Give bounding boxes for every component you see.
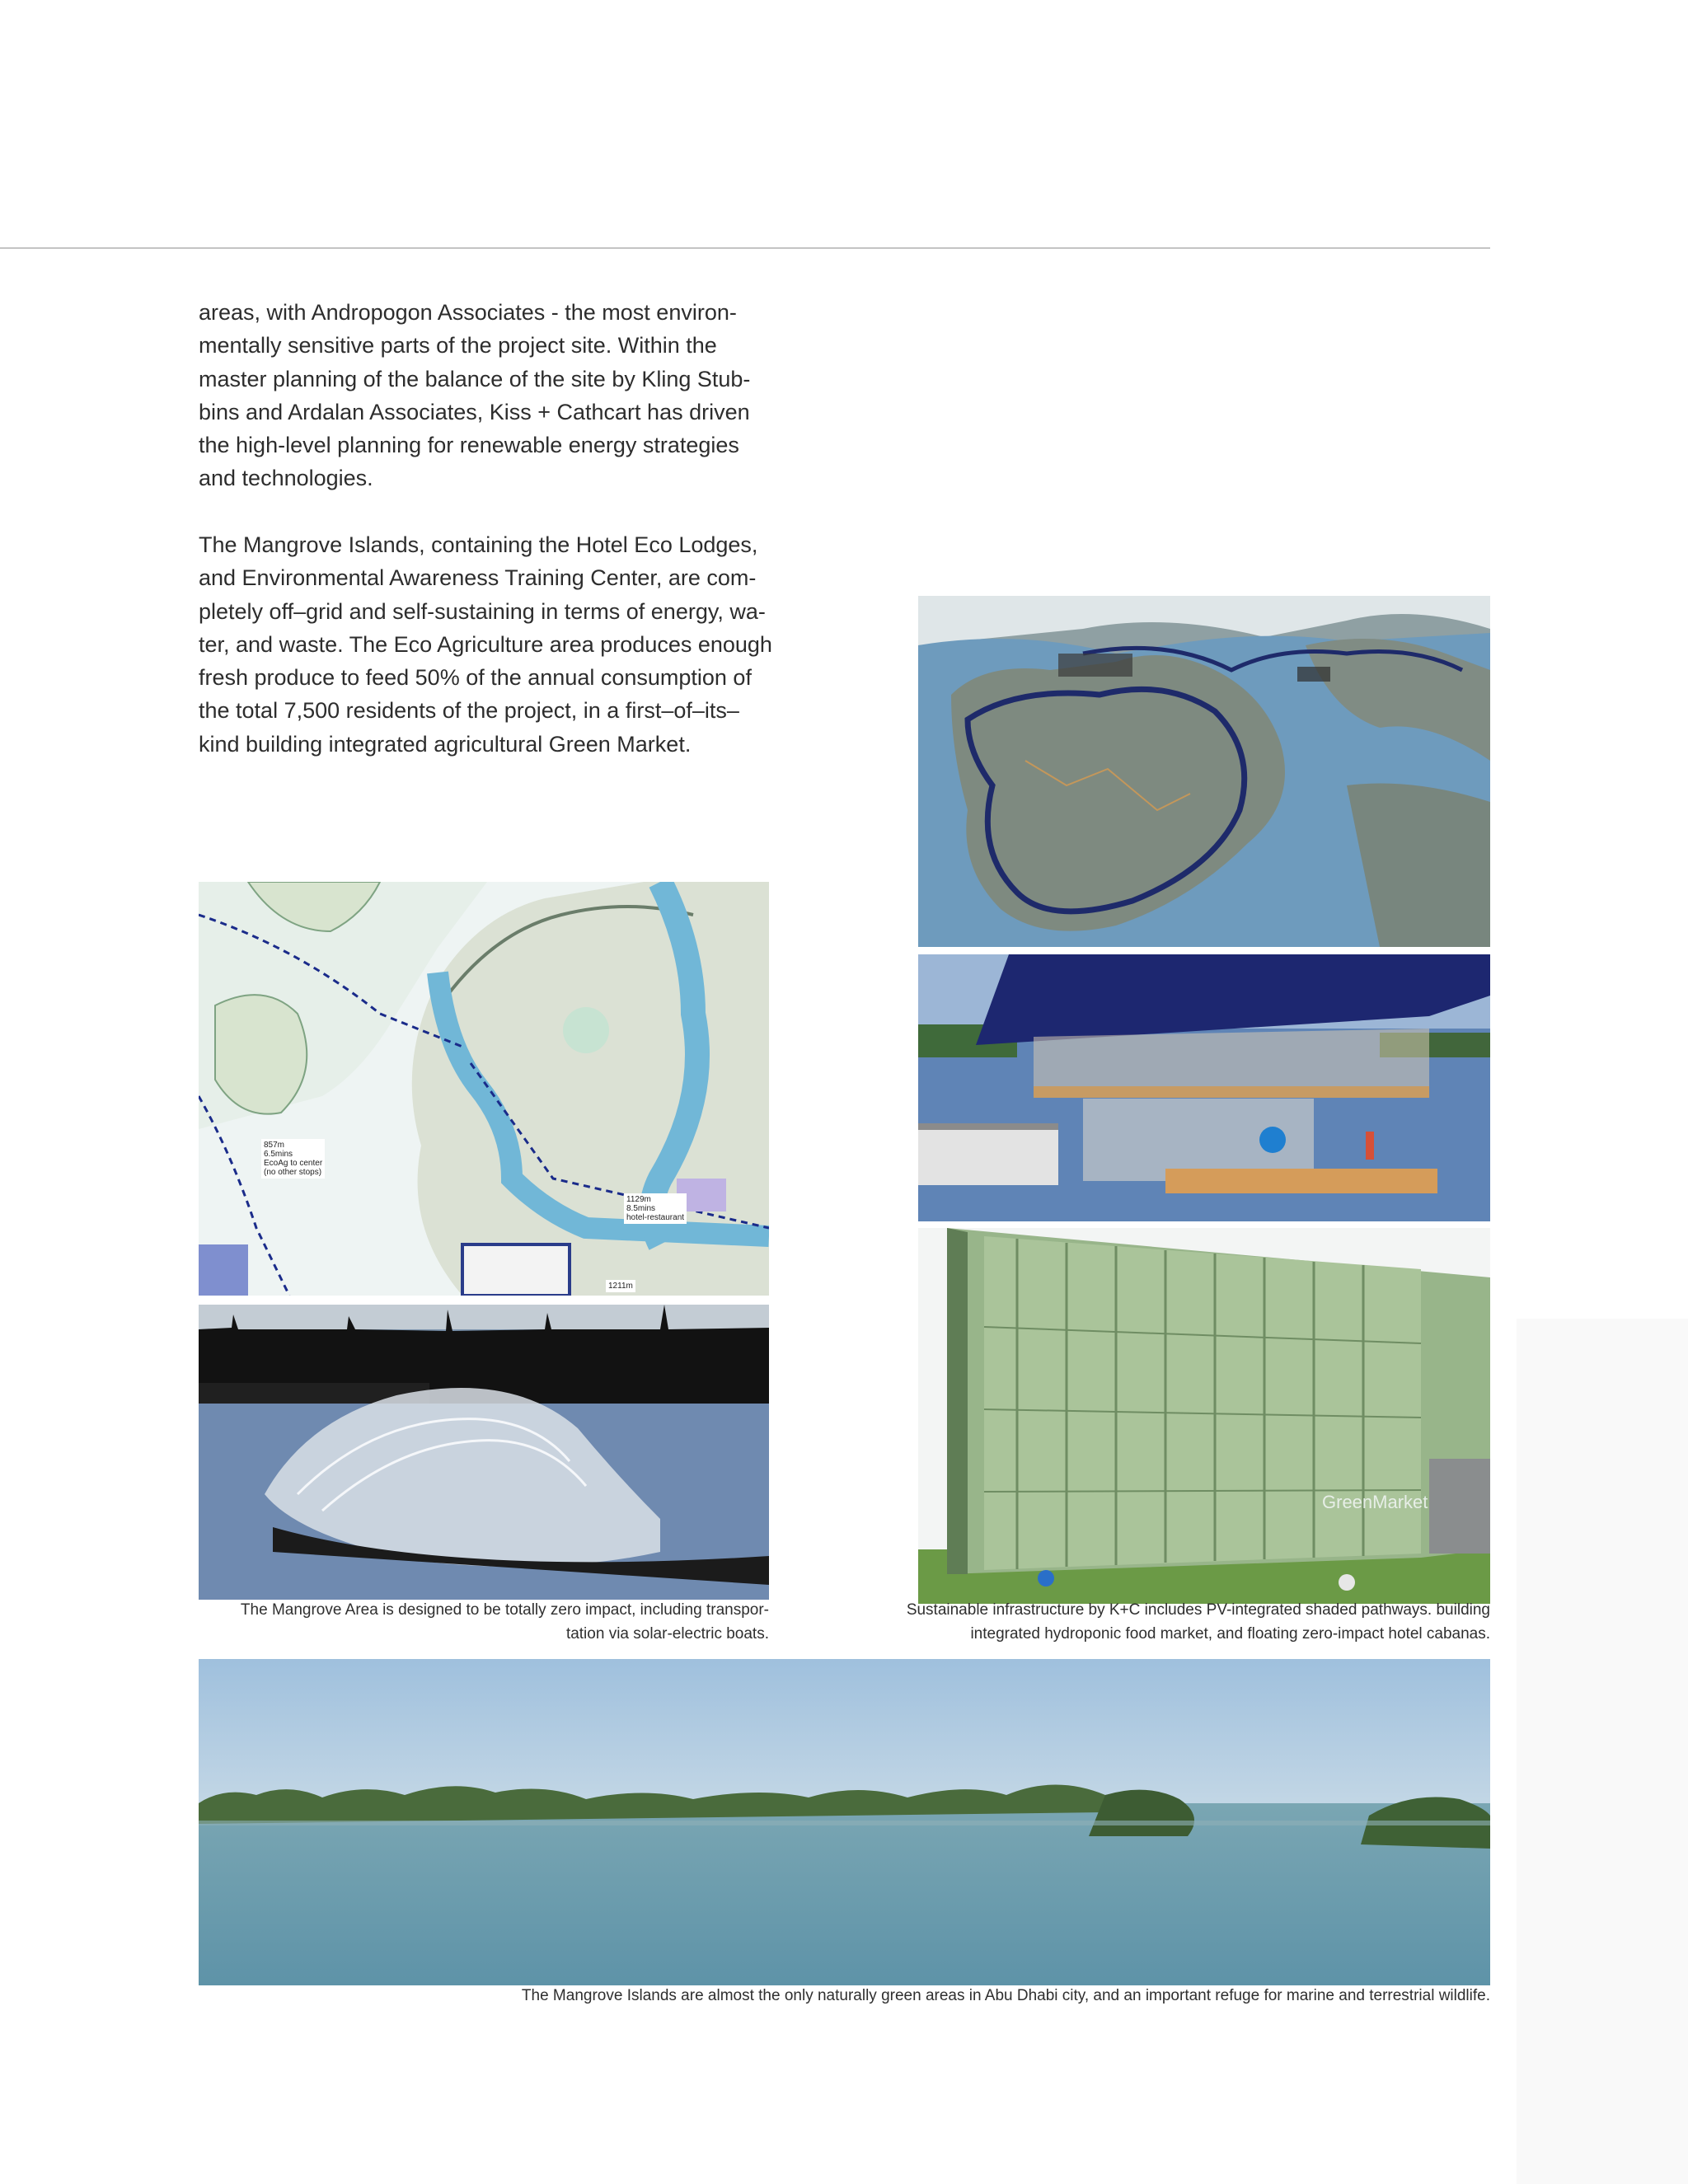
text-line: the high-level planning for renewable energy strategies xyxy=(199,433,739,458)
text-line: kind building integrated agricultural Green Market. xyxy=(199,731,692,757)
caption-line: The Mangrove Area is designed to be totally zero impact, including transpor- xyxy=(240,1601,769,1619)
caption-line: Sustainable infrastructure by K+C includes PV-integrated shaded pathways. building xyxy=(906,1601,1490,1619)
text-line: mentally sensitive parts of the project site. Within the xyxy=(199,333,717,359)
site-circulation-map xyxy=(199,882,769,1296)
map-distance-label xyxy=(606,1280,635,1292)
page-corner-shade xyxy=(1517,1319,1688,2184)
body-paragraph-1 xyxy=(199,296,776,495)
left-images-caption xyxy=(199,1598,769,1646)
text-line: bins and Ardalan Associates, Kiss + Cathcart has driven xyxy=(199,399,750,424)
map-label-line: 857m xyxy=(264,1141,285,1150)
map-label-line: EcoAg to center xyxy=(264,1159,323,1168)
header-rule xyxy=(0,247,1490,249)
map-distance-label xyxy=(624,1193,687,1224)
map-label-line: 1211m xyxy=(608,1282,633,1291)
map-label-line: (no other stops) xyxy=(264,1168,322,1177)
floating-cabana-render xyxy=(918,954,1490,1221)
body-paragraph-2 xyxy=(199,528,776,761)
mangrove-panorama-photo xyxy=(199,1659,1490,1985)
map-distance-label xyxy=(261,1139,325,1179)
right-images-caption xyxy=(836,1598,1490,1646)
text-line: and Environmental Awareness Training Center, are com- xyxy=(199,565,757,591)
panorama-caption: The Mangrove Islands are almost the only naturally green areas in Abu Dhabi city, and an important refuge for marine and terrestrial wildlife. xyxy=(521,1987,1490,2004)
text-line: fresh produce to feed 50% of the annual consumption of xyxy=(199,665,752,691)
text-line: the total 7,500 residents of the project, in a first–of–its– xyxy=(199,698,739,724)
caption-line: tation via solar-electric boats. xyxy=(565,1625,769,1643)
text-line: areas, with Andropogon Associates - the most environ- xyxy=(199,300,737,325)
text-line: pletely off–grid and self-sustaining in terms of energy, wa- xyxy=(199,598,766,624)
aerial-site-render xyxy=(918,596,1490,947)
map-label-line: 1129m xyxy=(626,1195,651,1204)
text-line: and technologies. xyxy=(199,466,373,491)
green-market-render xyxy=(918,1228,1490,1604)
text-line: The Mangrove Islands, containing the Hotel Eco Lodges, xyxy=(199,532,758,557)
solar-boat-render xyxy=(199,1305,769,1600)
map-label-line: 6.5mins xyxy=(264,1150,293,1159)
map-label-line: 8.5mins xyxy=(626,1204,656,1213)
market-sign: GreenMarket xyxy=(1322,1492,1428,1512)
text-line: master planning of the balance of the site by Kling Stub- xyxy=(199,366,751,391)
caption-line: integrated hydroponic food market, and floating zero-impact hotel cabanas. xyxy=(970,1625,1490,1643)
map-label-line: hotel-restaurant xyxy=(626,1213,685,1222)
text-line: ter, and waste. The Eco Agriculture area produces enough xyxy=(199,631,772,657)
